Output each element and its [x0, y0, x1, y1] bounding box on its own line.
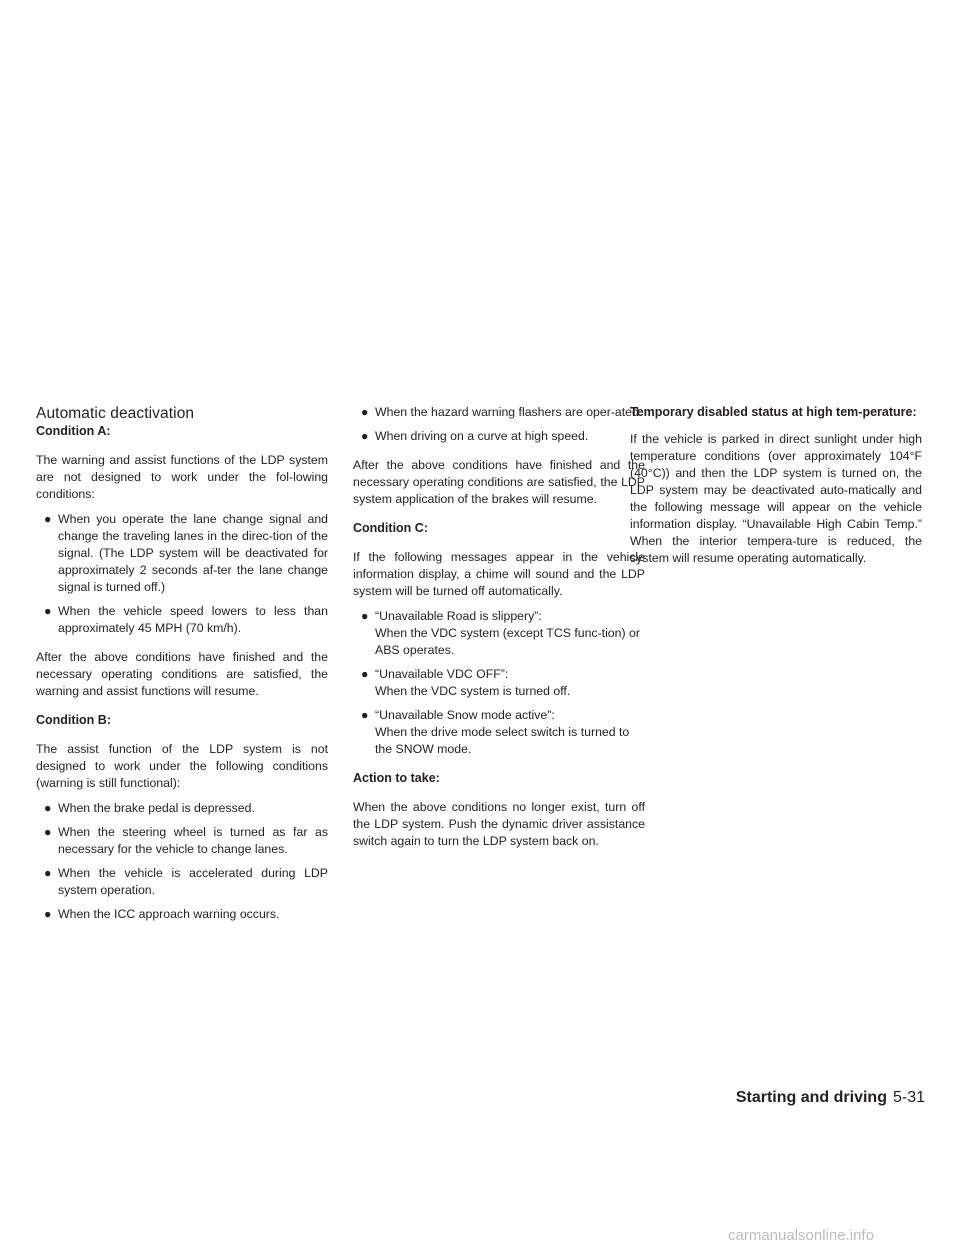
condition-b-heading: Condition B: — [36, 713, 111, 727]
list-item — [36, 865, 328, 899]
list-item — [353, 608, 645, 659]
bullet-icon: ● — [44, 512, 52, 526]
condition-a-intro: The warning and assist functions of the LDP system are not designed to work under the fol-lowing conditions: — [36, 453, 328, 501]
condition-b-intro: The assist function of the LDP system is not designed to work under the following conditions (warning is still functional): — [36, 742, 328, 790]
footer-section-title: Starting and driving — [735, 1089, 887, 1106]
column-middle — [353, 404, 645, 862]
list-item — [353, 404, 645, 421]
condition-a-heading: Condition A: — [36, 424, 111, 438]
message-text: “Unavailable Snow mode active”: — [375, 708, 555, 722]
list-item — [36, 800, 328, 817]
message-text: “Unavailable VDC OFF”: — [375, 667, 509, 681]
column-right — [630, 404, 922, 579]
list-item-text: When driving on a curve at high speed. — [375, 429, 589, 443]
temporary-heading: Temporary disabled status at high tem-perature: — [630, 405, 917, 419]
bullet-icon: ● — [361, 609, 369, 623]
condition-b-list-continued — [353, 404, 645, 445]
list-item-text: When the vehicle is accelerated during LDP system operation. — [58, 866, 328, 897]
bullet-icon: ● — [361, 405, 369, 419]
bullet-icon: ● — [361, 429, 369, 443]
list-item — [36, 603, 328, 637]
list-item — [353, 428, 645, 445]
condition-b-list — [36, 800, 328, 923]
message-detail: When the drive mode select switch is turned to the SNOW mode. — [375, 725, 630, 756]
condition-c-heading: Condition C: — [353, 521, 428, 535]
bullet-icon: ● — [44, 907, 52, 921]
message-text: “Unavailable Road is slippery”: — [375, 609, 542, 623]
condition-c-list — [353, 608, 645, 758]
condition-b-after: After the above conditions have finished and the necessary operating conditions are satisfied, the LDP system application of the brakes will resume. — [353, 458, 645, 506]
bullet-icon: ● — [44, 801, 52, 815]
bullet-icon: ● — [44, 604, 52, 618]
action-text: When the above conditions no longer exist, turn off the LDP system. Push the dynamic driver assistance switch again to turn the LDP system back on. — [353, 800, 645, 848]
list-item — [353, 666, 645, 700]
list-item-text: When the ICC approach warning occurs. — [58, 907, 280, 921]
bullet-icon: ● — [44, 825, 52, 839]
condition-a-after: After the above conditions have finished and the necessary operating conditions are satisfied, the warning and assist functions will resume. — [36, 650, 328, 698]
bullet-icon: ● — [44, 866, 52, 880]
page-footer — [736, 1088, 925, 1108]
condition-c-intro: If the following messages appear in the vehicle information display, a chime will sound and the LDP system will be turned off automatically. — [353, 550, 645, 598]
message-detail: When the VDC system (except TCS func-tion) or ABS operates. — [375, 626, 640, 657]
column-left — [36, 404, 328, 935]
list-item-text: When the steering wheel is turned as far as necessary for the vehicle to change lanes. — [58, 825, 328, 856]
section-title: Automatic deactivation — [36, 405, 195, 422]
bullet-icon: ● — [361, 708, 369, 722]
list-item-text: When the hazard warning flashers are oper-ated. — [375, 405, 643, 419]
action-heading: Action to take: — [353, 771, 440, 785]
bullet-icon: ● — [361, 667, 369, 681]
list-item-text: When the brake pedal is depressed. — [58, 801, 255, 815]
list-item-text: When the vehicle speed lowers to less than approximately 45 MPH (70 km/h). — [58, 604, 328, 635]
list-item — [36, 824, 328, 858]
watermark: carmanualsonline.info — [728, 1227, 874, 1244]
list-item — [353, 707, 645, 758]
list-item-text: When you operate the lane change signal and change the traveling lanes in the direc-tion of the signal. (The LDP system will be deactivated for approximately 2 seconds af-ter the lane change signal is turned off.) — [58, 512, 328, 594]
page-number: 5-31 — [892, 1089, 925, 1106]
temporary-text: If the vehicle is parked in direct sunlight under high temperature conditions (over approximately 104°F (40°C)) and then the LDP system is turned on, the LDP system may be deactivated auto-matically and the following message will appear on the vehicle information display. “Unavailable High Cabin Temp.” When the interior tempera-ture is reduced, the system will resume operating automatically. — [630, 432, 922, 565]
list-item — [36, 906, 328, 923]
list-item — [36, 511, 328, 596]
condition-a-list — [36, 511, 328, 637]
message-detail: When the VDC system is turned off. — [375, 684, 571, 698]
